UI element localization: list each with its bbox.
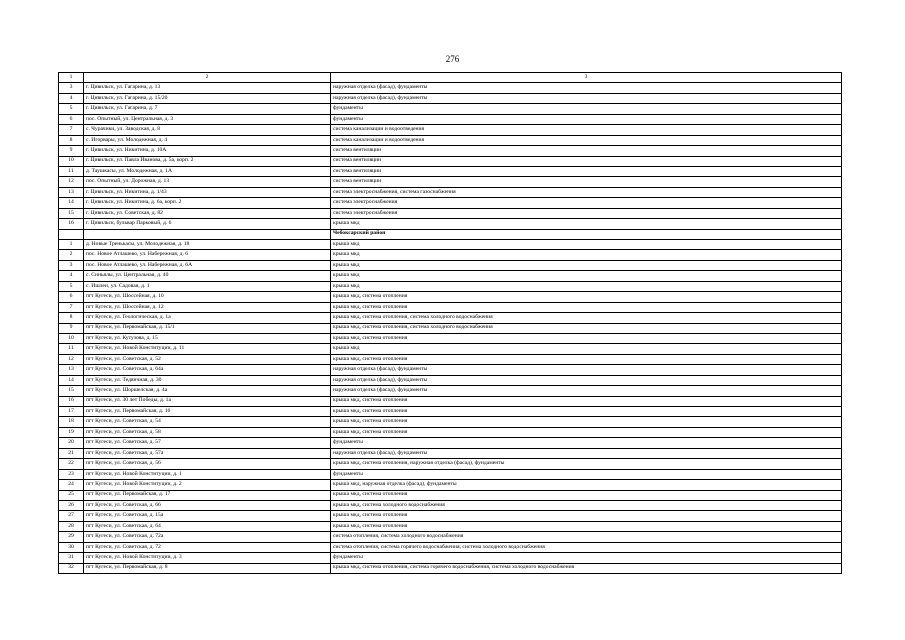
row-works: система вентиляции [331, 177, 842, 187]
header-col-2: 2 [84, 73, 331, 83]
row-address: пгт Кугеси, ул. Советская, д. 64а [84, 365, 331, 375]
row-works: система вентиляции [331, 166, 842, 176]
row-address: г. Цивильск, ул. Никитина, д. 10А [84, 146, 331, 156]
row-address: г. Цивильск, ул. Никитина, д. 1/43 [84, 187, 331, 197]
table-row [59, 375, 842, 385]
table-row [59, 417, 842, 427]
row-works: система канализации и водоотведения [331, 125, 842, 135]
row-works: крыша мкд, система отопления [331, 427, 842, 437]
table-row [59, 177, 842, 187]
table-row [59, 208, 842, 218]
row-works: фундаменты [331, 114, 842, 124]
table-row [59, 250, 842, 260]
row-address: пгт Кугеси, ул. Шоршелская, д. 4а [84, 386, 331, 396]
row-number: 29 [59, 532, 84, 542]
row-address: пгт Кугеси, ул. Шоссейная, д. 12 [84, 302, 331, 312]
table-row [59, 438, 842, 448]
row-number: 11 [59, 344, 84, 354]
row-number: 26 [59, 500, 84, 510]
row-works: наружная отделка (фасад), фундаменты [331, 448, 842, 458]
row-number: 5 [59, 104, 84, 114]
table-row [59, 344, 842, 354]
row-works: система электроснабжения [331, 208, 842, 218]
table-row [59, 365, 842, 375]
row-address: д. Новые Тренькасы, ул. Молодежная, д. 18 [84, 240, 331, 250]
row-address: г. Цивильск, ул. Гагарина, д. 15/20 [84, 93, 331, 103]
table-row [59, 83, 842, 93]
table-row [59, 563, 842, 573]
row-works: крыша мкд, система отопления [331, 292, 842, 302]
row-works: крыша мкд, система отопления, система холодного водоснабжения [331, 323, 842, 333]
row-number: 9 [59, 146, 84, 156]
section-title: Чебоксарский район [331, 229, 842, 239]
row-works: крыша мкд, система холодного водоснабжения [331, 500, 842, 510]
row-works: фундаменты [331, 438, 842, 448]
row-works: система канализации и водоотведения [331, 135, 842, 145]
table-row [59, 104, 842, 114]
row-number: 2 [59, 250, 84, 260]
row-address: пгт Кугеси, ул. Советская, д. 58 [84, 427, 331, 437]
table-row [59, 313, 842, 323]
row-number: 19 [59, 427, 84, 437]
row-number: 14 [59, 198, 84, 208]
table-row [59, 114, 842, 124]
table-row [59, 302, 842, 312]
table-row [59, 292, 842, 302]
row-address: с. Чурачики, ул. Заводская, д. 8 [84, 125, 331, 135]
table-row [59, 469, 842, 479]
table-row [59, 146, 842, 156]
row-number: 1 [59, 240, 84, 250]
row-works: крыша мкд, система отопления, наружная отделка (фасад), фундаменты [331, 459, 842, 469]
row-address: с. Игорвары, ул. Молодежная, д. 4 [84, 135, 331, 145]
table-row [59, 323, 842, 333]
row-works: наружная отделка (фасад), фундаменты [331, 93, 842, 103]
row-works: наружная отделка (фасад), фундаменты [331, 365, 842, 375]
table-row [59, 386, 842, 396]
row-address: пгт Кугеси, ул. Первомайская, д. 16 [84, 407, 331, 417]
row-works: система вентиляции [331, 146, 842, 156]
row-number: 13 [59, 365, 84, 375]
row-number: 25 [59, 490, 84, 500]
row-number: 30 [59, 542, 84, 552]
row-address: пгт Кугеси, ул. Первомайская, д. 8 [84, 563, 331, 573]
row-number: 8 [59, 313, 84, 323]
row-address: пгт Кугеси, ул. Новой Конституции, д. 11 [84, 344, 331, 354]
row-address: пос. Опытный, ул. Центральная, д. 3 [84, 114, 331, 124]
row-address: пгт Кугеси, ул. Советская, д. 72 [84, 542, 331, 552]
row-works: крыша мкд [331, 281, 842, 291]
row-works: крыша мкд, система отопления [331, 490, 842, 500]
row-works: система отопления, система холодного водоснабжения [331, 532, 842, 542]
row-address: пгт Кугеси, ул. Советская, д. 57 [84, 438, 331, 448]
table-row [59, 532, 842, 542]
row-address: пгт Кугеси, ул. Советская, д. 54 [84, 417, 331, 427]
row-number: 16 [59, 396, 84, 406]
row-number: 21 [59, 448, 84, 458]
row-address: пгт Кугеси, ул. Первомайская, д. 17 [84, 490, 331, 500]
row-number: 10 [59, 156, 84, 166]
row-works: фундаменты [331, 104, 842, 114]
row-address: пгт Кугеси, ул. Шоссейная, д. 10 [84, 292, 331, 302]
table-row [59, 198, 842, 208]
row-works: крыша мкд, система отопления, система горячего водоснабжения, система холодного водоснабжения [331, 563, 842, 573]
table-row [59, 281, 842, 291]
row-number: 31 [59, 553, 84, 563]
table-row [59, 480, 842, 490]
row-number: 13 [59, 187, 84, 197]
table-row [59, 500, 842, 510]
table-row [59, 333, 842, 343]
row-number: 14 [59, 375, 84, 385]
table-row [59, 125, 842, 135]
row-address: пгт Кугеси, ул. Советская, д. 15а [84, 511, 331, 521]
row-address: г. Цивильск, ул. Гагарина, д. 13 [84, 83, 331, 93]
table-row [59, 260, 842, 270]
table-row [59, 448, 842, 458]
row-address: д. Таушкасы, ул. Молодежная, д. 1А [84, 166, 331, 176]
table-row [59, 427, 842, 437]
row-number: 8 [59, 135, 84, 145]
table-row [59, 511, 842, 521]
row-works: крыша мкд [331, 250, 842, 260]
row-works: наружная отделка (фасад), фундаменты [331, 83, 842, 93]
row-address: пгт Кугеси, ул. 30 лет Победы, д. 1а [84, 396, 331, 406]
row-number: 7 [59, 125, 84, 135]
row-address: пос. Новое Атлашево, ул. Набережная, д. 6 [84, 250, 331, 260]
table-row [59, 166, 842, 176]
works-table [58, 72, 842, 574]
table-row [59, 93, 842, 103]
row-address: пгт Кугеси, ул. Новой Конституции, д. 3 [84, 553, 331, 563]
row-works: фундаменты [331, 469, 842, 479]
table-row [59, 459, 842, 469]
table-row [59, 553, 842, 563]
section-empty-cell [84, 229, 331, 239]
table-row [59, 354, 842, 364]
row-number: 6 [59, 114, 84, 124]
row-address: г. Цивильск, ул. Советская, д. 82 [84, 208, 331, 218]
row-address: г. Цивильск, бульвар Парковый, д. 6 [84, 219, 331, 229]
row-works: наружная отделка (фасад), фундаменты [331, 375, 842, 385]
row-works: крыша мкд [331, 260, 842, 270]
row-number: 16 [59, 219, 84, 229]
row-number: 20 [59, 438, 84, 448]
row-number: 15 [59, 386, 84, 396]
table-row [59, 521, 842, 531]
row-number: 22 [59, 459, 84, 469]
row-number: 17 [59, 407, 84, 417]
row-number: 12 [59, 354, 84, 364]
row-works: крыша мкд [331, 344, 842, 354]
row-number: 3 [59, 260, 84, 270]
section-row [59, 229, 842, 239]
row-works: крыша мкд, система отопления [331, 354, 842, 364]
row-number: 10 [59, 333, 84, 343]
row-number: 9 [59, 323, 84, 333]
table-row [59, 135, 842, 145]
row-address: с. Ишлеи, ул. Садовая, д. 1 [84, 281, 331, 291]
row-number: 12 [59, 177, 84, 187]
works-table-body [59, 73, 842, 574]
row-number: 11 [59, 166, 84, 176]
row-address: г. Цивильск, ул. Никитина, д. 6а, корп. 2 [84, 198, 331, 208]
row-number: 4 [59, 93, 84, 103]
row-address: пгт Кугеси, ул. Советская, д. 64 [84, 521, 331, 531]
row-number: 5 [59, 281, 84, 291]
table-row [59, 156, 842, 166]
row-works: крыша мкд, система отопления [331, 396, 842, 406]
row-address: с. Синьялы, ул. Центральная, д. 40 [84, 271, 331, 281]
row-works: система электроснабжения, система газоснабжения [331, 187, 842, 197]
row-works: крыша мкд, наружная отделка (фасад), фундаменты [331, 480, 842, 490]
row-address: пгт Кугеси, ул. Тедянчная, д. 30 [84, 375, 331, 385]
row-address: пгт Кугеси, ул. Советская, д. 52 [84, 354, 331, 364]
section-empty-cell [59, 229, 84, 239]
table-row [59, 240, 842, 250]
header-col-1: 1 [59, 73, 84, 83]
row-address: пгт Кугеси, ул. Кутузова, д. 15 [84, 333, 331, 343]
row-works: фундаменты [331, 553, 842, 563]
row-works: система вентиляции [331, 156, 842, 166]
row-number: 4 [59, 271, 84, 281]
row-number: 18 [59, 417, 84, 427]
row-address: г. Цивильск, ул. Павла Иванова, д. 5а, корп. 2 [84, 156, 331, 166]
row-works: крыша мкд, система отопления [331, 407, 842, 417]
row-works: крыша мкд, система отопления, система холодного водоснабжения [331, 313, 842, 323]
row-address: пгт Кугеси, ул. Советская, д. 57а [84, 448, 331, 458]
row-address: пгт Кугеси, ул. Советская, д. 56 [84, 459, 331, 469]
row-number: 7 [59, 302, 84, 312]
row-number: 15 [59, 208, 84, 218]
table-row [59, 542, 842, 552]
row-works: крыша мкд, система отопления [331, 511, 842, 521]
row-address: пос. Опытный, ул. Дорожная, д. 13 [84, 177, 331, 187]
table-row [59, 407, 842, 417]
row-number: 3 [59, 83, 84, 93]
row-works: крыша мкд, система отопления [331, 521, 842, 531]
row-address: пос. Новое Атлашево, ул. Набережная, д. 6А [84, 260, 331, 270]
row-address: пгт Кугеси, ул. Геологическая, д. 1а [84, 313, 331, 323]
row-works: крыша мкд, система отопления [331, 333, 842, 343]
row-works: крыша мкд, система отопления [331, 417, 842, 427]
table-row [59, 187, 842, 197]
row-address: пгт Кугеси, ул. Советская, д. 72а [84, 532, 331, 542]
row-address: пгт Кугеси, ул. Первомайская, д. 15/1 [84, 323, 331, 333]
table-row [59, 219, 842, 229]
row-number: 27 [59, 511, 84, 521]
row-works: крыша мкд [331, 219, 842, 229]
row-works: система отопления, система горячего водоснабжения, система холодного водоснабжения [331, 542, 842, 552]
header-col-3: 3 [331, 73, 842, 83]
table-row [59, 396, 842, 406]
row-number: 24 [59, 480, 84, 490]
row-number: 6 [59, 292, 84, 302]
page-number: 276 [445, 54, 460, 64]
table-header-row [59, 73, 842, 83]
row-works: система электроснабжения [331, 198, 842, 208]
row-works: крыша мкд, система отопления [331, 302, 842, 312]
row-address: г. Цивильск, ул. Гагарина, д. 7 [84, 104, 331, 114]
table-row [59, 490, 842, 500]
row-number: 32 [59, 563, 84, 573]
row-address: пгт Кугеси, ул. Новой Конституции, д. 2 [84, 480, 331, 490]
row-works: наружная отделка (фасад), фундаменты [331, 386, 842, 396]
row-address: пгт Кугеси, ул. Новой Конституции, д. 1 [84, 469, 331, 479]
row-address: пгт Кугеси, ул. Советская, д. 66 [84, 500, 331, 510]
row-number: 28 [59, 521, 84, 531]
row-works: крыша мкд [331, 240, 842, 250]
row-works: крыша мкд [331, 271, 842, 281]
row-number: 23 [59, 469, 84, 479]
table-row [59, 271, 842, 281]
